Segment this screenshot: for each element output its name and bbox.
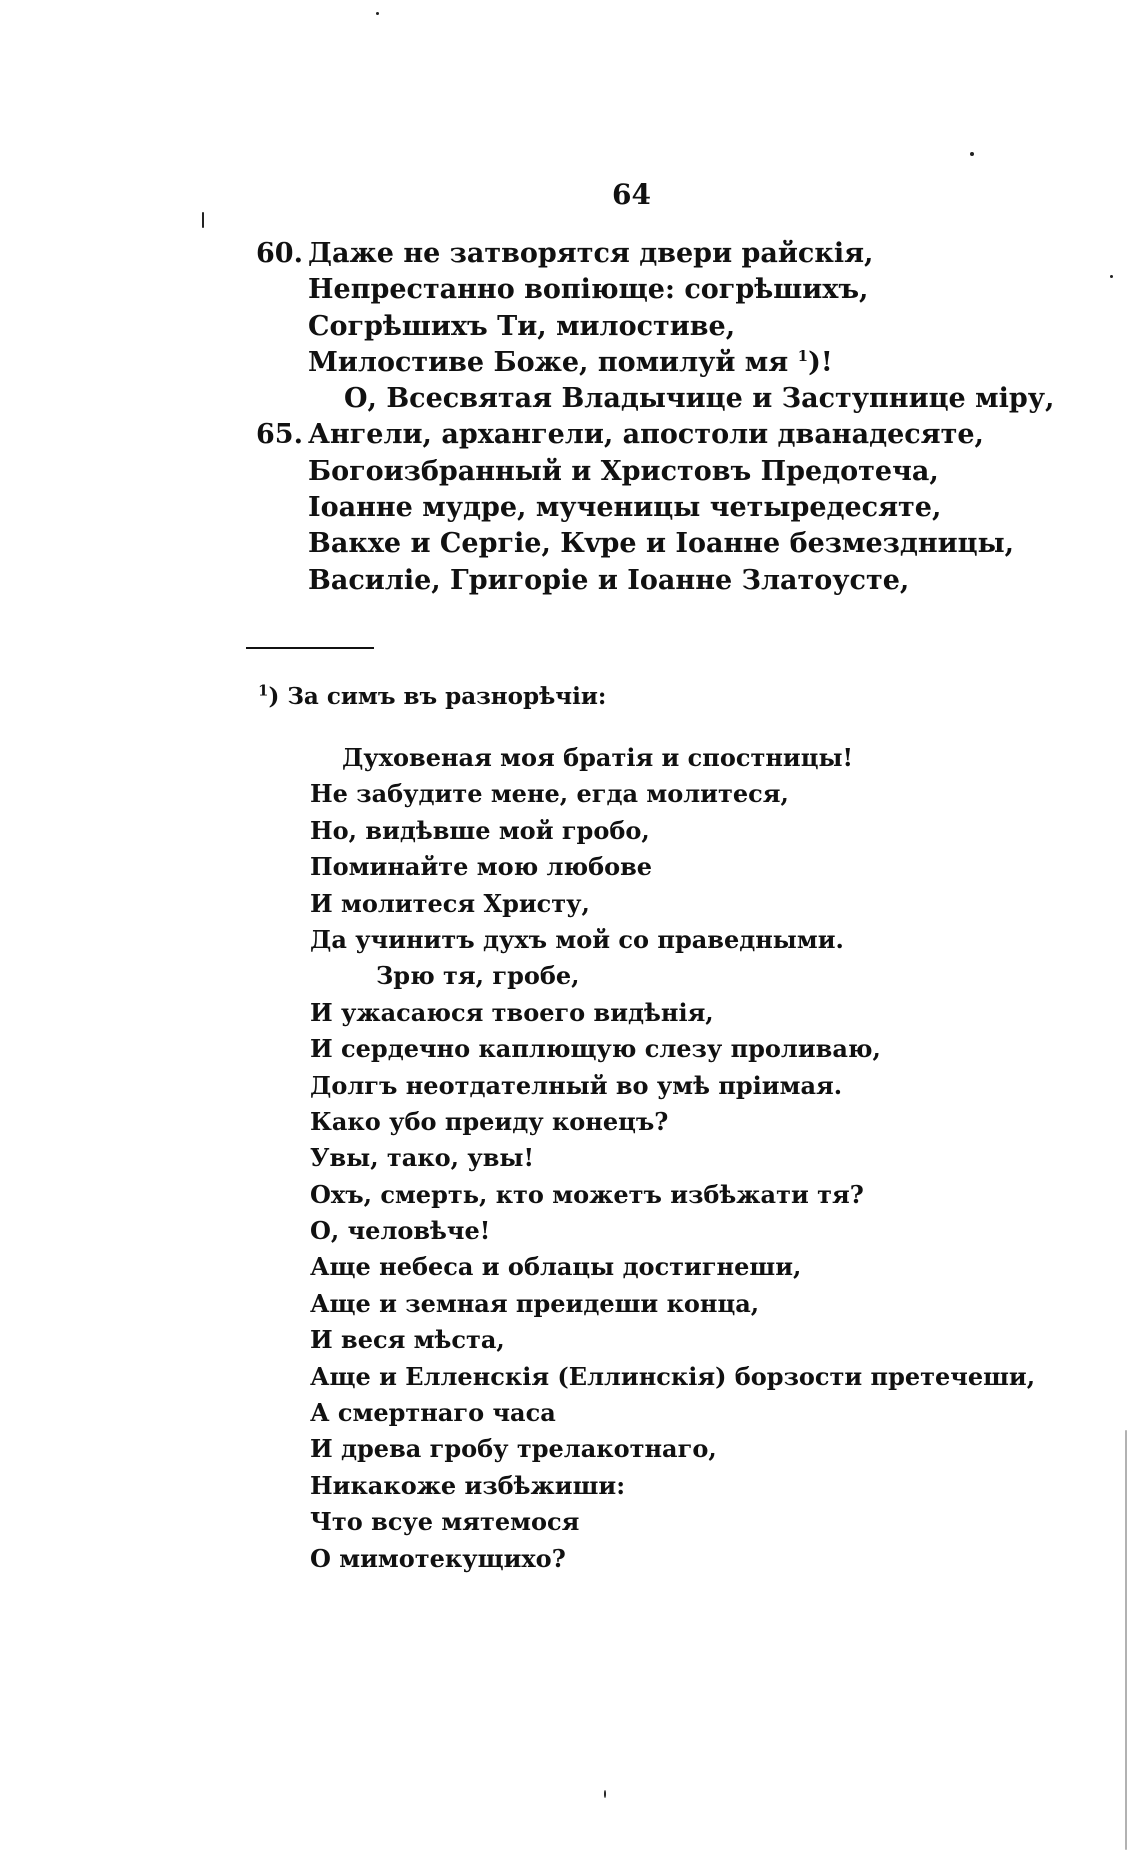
verse-text: Іоанне мудре, мученицы четыредесяте, [308, 492, 942, 524]
verse-text-container [308, 345, 833, 381]
poem-line: Поминайте мою любове [310, 852, 653, 882]
page-number: 64 [612, 178, 651, 211]
poem-line: Аще и Елленскія (Еллинскія) борзости претечеши, [310, 1361, 1036, 1391]
poem-line: Долгъ неотдателный во умѣ пріимая. [310, 1070, 843, 1100]
verse-text: О, Всесвятая Владычице и Заступнице міру, [344, 383, 1055, 415]
verse-text: Даже не затворятся двери райскія, [308, 238, 874, 269]
verse-text: Согрѣшихъ Ти, милостиве, [308, 310, 736, 342]
footnote-reference[interactable]: 1 [797, 346, 809, 365]
verse-text-container [308, 490, 941, 526]
verse-text-container [308, 272, 868, 308]
verse-text: Вакхе и Сергіе, Кvре и Іоанне безмездницы, [308, 528, 1015, 560]
poem-line: И молитеся Христу, [310, 888, 590, 918]
poem-line: И веся мѣста, [310, 1325, 505, 1355]
poem-line: Увы, тако, увы! [310, 1143, 535, 1173]
verse-text-container [308, 236, 873, 272]
verse-text-container [344, 381, 1054, 417]
poem-line: Да учинитъ духъ мой со праведными. [310, 924, 844, 954]
footnote-poem [310, 740, 1035, 1577]
scan-speck [376, 12, 379, 15]
scan-speck [202, 212, 204, 228]
verse-text: Василіе, Григоріе и Іоанне Златоусте, [308, 564, 910, 596]
scan-edge [1125, 1430, 1127, 1850]
footnote-intro-text: ) За симъ въ разнорѣчіи: [268, 683, 607, 710]
poem-line: И ужасаюся твоего видѣнія, [310, 997, 714, 1027]
verse-text: Богоизбранный и Христовъ Предотеча, [308, 455, 939, 487]
poem-line: Но, видѣвше мой гробо, [310, 815, 650, 845]
poem-line: Никакоже избѣжиши: [310, 1470, 626, 1500]
poem-line: И сердечно каплющую слезу проливаю, [310, 1034, 881, 1064]
verse-text: Непрестанно вопіюще: согрѣшихъ, [308, 274, 869, 306]
verse-text: Милостиве Боже, помилуй мя [308, 346, 789, 378]
poem-line: Духовеная моя братія и спостницы! [342, 743, 854, 772]
poem-line: И древа гробу трелакотнаго, [310, 1434, 717, 1464]
footnote-marker: 1 [258, 681, 269, 700]
footnote-intro [258, 683, 606, 710]
verse-text-container [308, 454, 939, 490]
scan-speck [1110, 275, 1113, 278]
verse-text-tail: )! [808, 346, 833, 378]
poem-line: Како убо преиду конецъ? [310, 1106, 669, 1136]
verse-number: 65. [256, 419, 303, 451]
poem-line: О, человѣче! [310, 1216, 491, 1246]
poem-line: Охъ, смерть, кто можетъ избѣжати тя? [310, 1179, 864, 1209]
verse-text-container [308, 417, 984, 453]
scan-speck [604, 1790, 606, 1798]
verse-text-container [308, 309, 735, 345]
verse-number: 60. [256, 238, 303, 269]
poem-line: А смертнаго часа [310, 1398, 556, 1428]
poem-line: Что всуе мятемося [310, 1507, 580, 1537]
poem-line: Аще небеса и облацы достигнеши, [310, 1252, 802, 1282]
verse-text-container [308, 563, 909, 599]
verse-text-container [308, 526, 1014, 562]
footnote-divider [246, 647, 374, 649]
verse-text: Ангели, архангели, апостоли дванадесяте, [308, 419, 984, 451]
poem-line: О мимотекущихо? [310, 1543, 566, 1573]
scan-speck [970, 152, 974, 156]
poem-line: Аще и земная преидеши конца, [310, 1288, 760, 1318]
poem-line: Не забудите мене, егда молитеся, [310, 779, 789, 809]
poem-line: Зрю тя, гробе, [376, 961, 580, 991]
